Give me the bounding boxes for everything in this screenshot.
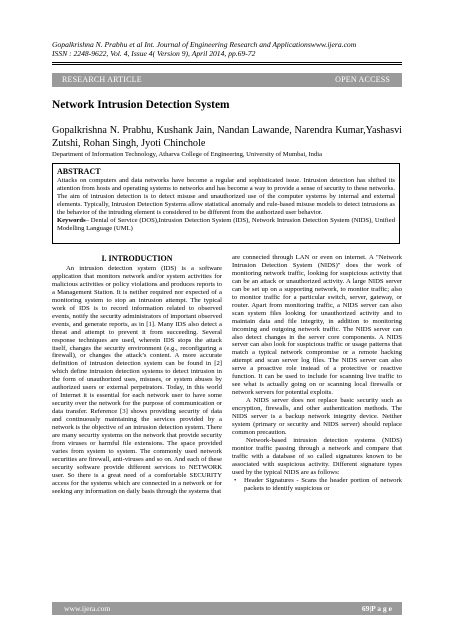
left-column	[52, 254, 222, 496]
bullet-icon: •	[234, 476, 237, 484]
journal-issn: ISSN : 2248-9622, Vol. 4, Issue 4( Version 9), April 2014, pp.69-72	[52, 49, 256, 59]
header-divider-bottom	[52, 64, 402, 65]
journal-header	[52, 40, 412, 58]
keywords	[57, 217, 395, 233]
section-heading-introduction: I. INTRODUCTION	[101, 254, 173, 263]
bullet-text: Header Signatures - Scans the header portion of network packets to identify suspicious or	[244, 476, 402, 492]
keywords-text: – Denial of Service (DOS),Intrusion Detection System (IDS), Network Intrusion Detection System (NIDS), Unified Modelling Language (UML)	[57, 216, 395, 232]
nids-server-paragraph: A NIDS server does not replace basic security such as encryption, firewalls, and other authentication methods. The NIDS server is a backup network integrity device. Neither system (primary or security and NIDS server) should replace common precaution.	[232, 397, 402, 436]
open-access-label: OPEN ACCESS	[335, 75, 390, 84]
footer-website-link[interactable]: www.ijera.com	[64, 604, 111, 613]
page-number: 69|P a g e	[361, 604, 392, 613]
abstract-heading: ABSTRACT	[57, 167, 101, 176]
header-divider-top	[52, 62, 402, 63]
paper-authors: Gopalkrishna N. Prabhu, Kushank Jain, Nandan Lawande, Narendra Kumar,Yashasvi Zutshi, Rohan Singh, Jyoti Chinchole	[52, 125, 402, 149]
article-type-bar	[52, 73, 402, 87]
abstract-box	[52, 163, 400, 244]
journal-citation: Gopalkrishna N. Prabhu et al Int. Journal of Engineering Research and Applicationswww.ijera.com	[52, 40, 357, 49]
author-affiliation: Department of Information Technology, Atharva College of Engineering, University of Mumbai, India	[52, 151, 322, 158]
paper-title: Network Intrusion Detection System	[52, 99, 230, 111]
article-type-label: RESEARCH ARTICLE	[62, 75, 142, 84]
list-item	[232, 477, 402, 493]
nids-paragraph: are connected through LAN or even on internet. A "Network Intrusion Detection System (NIDS)" does the work of monitoring network traffic, looking for suspicious activity that can be an attack or unauthorized activity. A large NIDS server can be set up on a supporting network, to monitor traffic; also to monitor traffic for a particular switch, server, gateway, or router. Apart from monitoring traffic, a NIDS server can also scan system files looking for unauthorized activity and to maintain data and file integrity, in addition to monitoring incoming and outgoing network traffic. The NIDS server can also detect changes in the server core components. A NIDS server can also look for suspicious traffic or usage patterns that match a typical network compromise or a remote hacking attempt and scan server log files. The NIDS server can also serve a proactive role instead of a protective or reactive function. It can be used to include for scanning live traffic to see what is actually going on or scanning local firewalls or network servers for potential exploits.	[232, 254, 402, 397]
right-column	[232, 254, 402, 493]
intro-paragraph: An intrusion detection system (IDS) is a software application that monitors network and/or system activities for malicious activities or policy violations and produces reports to a Management Station. It is neither required nor expected of a monitoring system to stop an intrusion attempt. The typical work of IDS is to record information related to observed events, notify the security administrators of important observed events, and generate reports, as in [1]. Many IDS also detect a threat and attempt to prevent it from succeeding. Several response techniques are used, wherein IDS stops the attack itself, changes the security environment (e.g., reconfiguring a firewall), or changes the attack’s content. A more accurate definition of intrusion detection system can be found in [2] which define intrusion detection systems to detect intrusion in the form of unauthorized uses, misuses, or system abuses by authorized users or external perpetrators. Today, in this world of Internet it is essential for each network user to have some security over the network for the purpose of communication or data transfer. Reference [3] shows providing security of data and continuously maintaining the services provided by a network is the objective of an intrusion detection system. There are many security systems on the network that provide security from viruses or harmful file extensions. The space provided varies from system to system. The commonly used network securities are firewall, anti-viruses and so on. And each of these security software provide different services to NETWORK user. So there is a great need of a comfortable SECURITY access for the systems which are connected in a network or for seeking any information on daily basis through the systems that	[52, 265, 222, 495]
signature-paragraph: Network-based intrusion detection systems (NIDS) monitor traffic passing through a network and compare that traffic with a database of so called signatures known to be associated with suspicious activity. Different signature types used by the typical NIDS are as follows:	[232, 436, 402, 476]
keywords-label: Keywords	[57, 216, 86, 224]
page-footer	[52, 602, 402, 615]
abstract-text: Attacks on computers and data networks have become a regular and sophisticated issue. Intrusion detection has shifted its attention from hosts and operating systems to networks and has become a way to provide a sense of security to these networks. The aim of intrusion detection is to detect misuse and unauthorized use of the computer systems by internal and external elements. Typically, Intrusion Detection Systems allow statistical anomaly and rule-based misuse models to detect intrusions as the behavior of the intruding element is considered to be different from the authorized user behavior.	[57, 176, 395, 216]
